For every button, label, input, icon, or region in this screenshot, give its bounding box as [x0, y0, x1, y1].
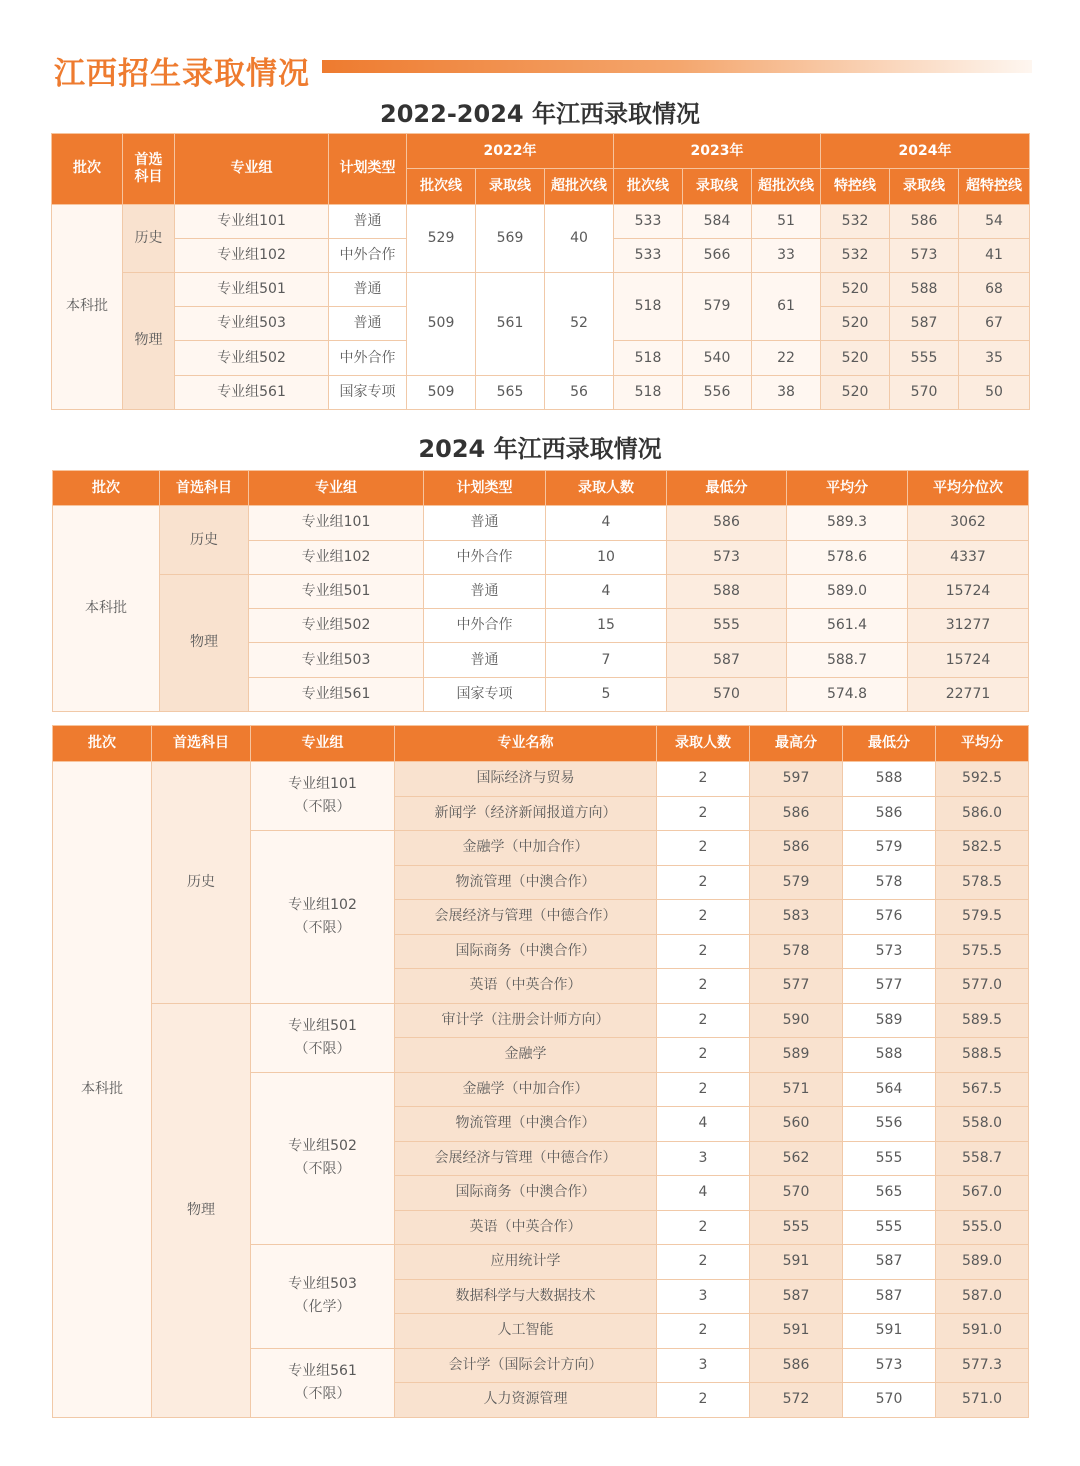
count-cell: 2: [657, 762, 750, 797]
group-name: 专业组101: [288, 776, 357, 792]
count-cell: 2: [657, 796, 750, 831]
group-cell: 专业组561: [249, 677, 424, 711]
admission-table-2022-2024: [51, 133, 1030, 410]
major-name-cell: 人力资源管理: [395, 1383, 657, 1418]
plan-type-cell: 普通: [424, 574, 546, 608]
value-cell: 518: [614, 272, 683, 340]
count-cell: 2: [657, 1383, 750, 1418]
value-cell: 54: [959, 204, 1030, 238]
group-cell: [251, 831, 395, 1004]
major-name-cell: 金融学: [395, 1038, 657, 1073]
major-name-cell: 人工智能: [395, 1314, 657, 1349]
group-cell: 专业组501: [249, 574, 424, 608]
max-score-cell: 572: [750, 1383, 843, 1418]
value-cell: 40: [545, 204, 614, 272]
plan-type-cell: 普通: [329, 307, 407, 341]
min-score-cell: 555: [843, 1141, 936, 1176]
min-score-cell: 579: [843, 831, 936, 866]
count-cell: 7: [546, 643, 667, 677]
count-cell: 2: [657, 1314, 750, 1349]
max-score-cell: 589: [750, 1038, 843, 1073]
batch-cell: 本科批: [53, 506, 160, 712]
avg-score-cell: 579.5: [936, 900, 1029, 935]
value-cell: 41: [959, 238, 1030, 272]
value-cell: 68: [959, 272, 1030, 306]
group-limit: （不限）: [294, 1385, 351, 1402]
major-name-cell: 新闻学（经济新闻报道方向）: [395, 796, 657, 831]
subject-cell: 历史: [123, 204, 175, 272]
count-cell: 2: [657, 831, 750, 866]
value-cell: 50: [959, 375, 1030, 409]
min-score-cell: 555: [843, 1210, 936, 1245]
min-score-cell: 588: [667, 574, 787, 608]
max-score-cell: 562: [750, 1141, 843, 1176]
subject-cell: 物理: [160, 574, 249, 711]
major-name-cell: 国际经济与贸易: [395, 762, 657, 797]
group-cell: 专业组101: [175, 204, 329, 238]
avg-score-cell: 582.5: [936, 831, 1029, 866]
max-score-cell: 587: [750, 1279, 843, 1314]
group-cell: 专业组503: [249, 643, 424, 677]
value-cell: 520: [821, 307, 890, 341]
max-score-cell: 560: [750, 1107, 843, 1142]
count-cell: 4: [546, 574, 667, 608]
header-batch-line: 批次线: [614, 169, 683, 204]
value-cell: 586: [890, 204, 959, 238]
min-score-cell: 588: [843, 1038, 936, 1073]
major-name-cell: 英语（中英合作）: [395, 1210, 657, 1245]
value-cell: 555: [890, 341, 959, 375]
max-score-cell: 586: [750, 831, 843, 866]
max-score-cell: 590: [750, 1003, 843, 1038]
value-cell: 588: [890, 272, 959, 306]
major-name-cell: 会计学（国际会计方向）: [395, 1348, 657, 1383]
min-score-cell: 578: [843, 865, 936, 900]
group-cell: 专业组502: [249, 609, 424, 643]
count-cell: 3: [657, 1279, 750, 1314]
max-score-cell: 578: [750, 934, 843, 969]
avg-score-cell: 575.5: [936, 934, 1029, 969]
major-name-cell: 物流管理（中澳合作）: [395, 865, 657, 900]
max-score-cell: 555: [750, 1210, 843, 1245]
group-cell: [251, 1003, 395, 1072]
group-limit: （不限）: [294, 799, 351, 815]
avg-rank-cell: 15724: [908, 643, 1029, 677]
header-over-special: 超特控线: [959, 169, 1030, 204]
value-cell: 533: [614, 238, 683, 272]
table-row: [53, 1003, 1029, 1038]
avg-score-cell: 589.0: [936, 1245, 1029, 1280]
value-cell: 529: [407, 204, 476, 272]
group-name: 专业组501: [288, 1017, 357, 1034]
value-cell: 61: [752, 272, 821, 340]
value-cell: 569: [476, 204, 545, 272]
group-cell: [251, 1245, 395, 1349]
group-cell: 专业组502: [175, 341, 329, 375]
value-cell: 565: [476, 375, 545, 409]
avg-score-cell: 587.0: [936, 1279, 1029, 1314]
avg-score-cell: 555.0: [936, 1210, 1029, 1245]
min-score-cell: 588: [843, 762, 936, 797]
value-cell: 520: [821, 375, 890, 409]
plan-type-cell: 国家专项: [424, 677, 546, 711]
header-group: 专业组: [175, 134, 329, 205]
header-plan-type: 计划类型: [329, 134, 407, 205]
count-cell: 2: [657, 865, 750, 900]
max-score-cell: 591: [750, 1245, 843, 1280]
value-cell: 520: [821, 341, 890, 375]
avg-score-cell: 567.0: [936, 1176, 1029, 1211]
value-cell: 518: [614, 375, 683, 409]
min-score-cell: 586: [843, 796, 936, 831]
table-row: [52, 272, 1030, 306]
plan-type-cell: 普通: [424, 643, 546, 677]
group-name: 专业组503: [288, 1276, 357, 1293]
header-over-batch: 超批次线: [545, 169, 614, 204]
header-group: 专业组: [251, 726, 395, 762]
header-subject: 首选科目: [152, 726, 251, 762]
avg-score-cell: 589.3: [787, 506, 908, 540]
min-score-cell: 573: [843, 1348, 936, 1383]
value-cell: 518: [614, 341, 683, 375]
header-batch: 批次: [52, 134, 123, 205]
min-score-cell: 556: [843, 1107, 936, 1142]
section1-title: 2022-2024 年江西录取情况: [380, 100, 700, 128]
value-cell: 33: [752, 238, 821, 272]
avg-score-cell: 558.0: [936, 1107, 1029, 1142]
count-cell: 2: [657, 934, 750, 969]
subject-cell: 历史: [152, 762, 251, 1004]
avg-score-cell: 588.7: [787, 643, 908, 677]
value-cell: 51: [752, 204, 821, 238]
header-over-batch: 超批次线: [752, 169, 821, 204]
value-cell: 532: [821, 238, 890, 272]
header-major-name: 专业名称: [395, 726, 657, 762]
header-plan-type: 计划类型: [424, 471, 546, 506]
value-cell: 573: [890, 238, 959, 272]
value-cell: 56: [545, 375, 614, 409]
batch-cell: 本科批: [52, 204, 123, 410]
batch-cell: 本科批: [53, 762, 152, 1418]
major-name-cell: 应用统计学: [395, 1245, 657, 1280]
plan-type-cell: 国家专项: [329, 375, 407, 409]
avg-score-cell: 591.0: [936, 1314, 1029, 1349]
group-cell: [251, 762, 395, 831]
max-score-cell: 586: [750, 1348, 843, 1383]
count-cell: 4: [657, 1176, 750, 1211]
subject-cell: 物理: [152, 1003, 251, 1417]
value-cell: 579: [683, 272, 752, 340]
group-name: 专业组102: [288, 896, 357, 913]
header-admit-line: 录取线: [683, 169, 752, 204]
group-name: 专业组561: [288, 1362, 357, 1379]
major-name-cell: 审计学（注册会计师方向）: [395, 1003, 657, 1038]
avg-rank-cell: 31277: [908, 609, 1029, 643]
count-cell: 2: [657, 1245, 750, 1280]
table-row: [53, 762, 1029, 797]
header-admitted-count: 录取人数: [546, 471, 667, 506]
count-cell: 15: [546, 609, 667, 643]
major-name-cell: 金融学（中加合作）: [395, 1072, 657, 1107]
avg-score-cell: 574.8: [787, 677, 908, 711]
min-score-cell: 570: [667, 677, 787, 711]
header-admit-line: 录取线: [476, 169, 545, 204]
max-score-cell: 586: [750, 796, 843, 831]
value-cell: 520: [821, 272, 890, 306]
value-cell: 587: [890, 307, 959, 341]
count-cell: 3: [657, 1141, 750, 1176]
max-score-cell: 577: [750, 969, 843, 1004]
min-score-cell: 587: [843, 1279, 936, 1314]
plan-type-cell: 普通: [424, 506, 546, 540]
avg-score-cell: 589.5: [936, 1003, 1029, 1038]
table-row: [52, 204, 1030, 238]
min-score-cell: 589: [843, 1003, 936, 1038]
group-cell: [251, 1072, 395, 1245]
max-score-cell: 579: [750, 865, 843, 900]
group-name: 专业组502: [288, 1138, 357, 1155]
header-min-score: 最低分: [843, 726, 936, 762]
header-batch-line: 批次线: [407, 169, 476, 204]
avg-score-cell: 578.6: [787, 540, 908, 574]
header-admitted-count: 录取人数: [657, 726, 750, 762]
avg-score-cell: 589.0: [787, 574, 908, 608]
count-cell: 2: [657, 1210, 750, 1245]
avg-score-cell: 578.5: [936, 865, 1029, 900]
value-cell: 584: [683, 204, 752, 238]
value-cell: 532: [821, 204, 890, 238]
value-cell: 570: [890, 375, 959, 409]
count-cell: 2: [657, 1038, 750, 1073]
header-min-score: 最低分: [667, 471, 787, 506]
avg-score-cell: 588.5: [936, 1038, 1029, 1073]
value-cell: 22: [752, 341, 821, 375]
min-score-cell: 564: [843, 1072, 936, 1107]
min-score-cell: 577: [843, 969, 936, 1004]
min-score-cell: 573: [667, 540, 787, 574]
header-special-line: 特控线: [821, 169, 890, 204]
avg-rank-cell: 4337: [908, 540, 1029, 574]
group-cell: [251, 1348, 395, 1417]
min-score-cell: 587: [843, 1245, 936, 1280]
max-score-cell: 591: [750, 1314, 843, 1349]
max-score-cell: 570: [750, 1176, 843, 1211]
header-subject: 首选 科目: [123, 134, 175, 205]
value-cell: 509: [407, 375, 476, 409]
major-name-cell: 国际商务（中澳合作）: [395, 1176, 657, 1211]
avg-score-cell: 592.5: [936, 762, 1029, 797]
avg-score-cell: 571.0: [936, 1383, 1029, 1418]
count-cell: 2: [657, 900, 750, 935]
max-score-cell: 597: [750, 762, 843, 797]
plan-type-cell: 普通: [329, 272, 407, 306]
value-cell: 509: [407, 272, 476, 375]
value-cell: 52: [545, 272, 614, 375]
table-row: [53, 506, 1029, 540]
group-cell: 专业组561: [175, 375, 329, 409]
avg-score-cell: 586.0: [936, 796, 1029, 831]
major-name-cell: 金融学（中加合作）: [395, 831, 657, 866]
value-cell: 67: [959, 307, 1030, 341]
group-limit: （不限）: [294, 1161, 351, 1178]
min-score-cell: 591: [843, 1314, 936, 1349]
value-cell: 556: [683, 375, 752, 409]
min-score-cell: 570: [843, 1383, 936, 1418]
section2-title: 2024 年江西录取情况: [418, 435, 662, 463]
plan-type-cell: 普通: [329, 204, 407, 238]
major-name-cell: 国际商务（中澳合作）: [395, 934, 657, 969]
min-score-cell: 565: [843, 1176, 936, 1211]
major-name-cell: 会展经济与管理（中德合作）: [395, 900, 657, 935]
header-avg-score: 平均分: [936, 726, 1029, 762]
table-row: [52, 375, 1030, 409]
header-avg-score: 平均分: [787, 471, 908, 506]
count-cell: 2: [657, 969, 750, 1004]
group-limit: （不限）: [294, 1040, 351, 1057]
avg-score-cell: 567.5: [936, 1072, 1029, 1107]
plan-type-cell: 中外合作: [329, 341, 407, 375]
major-name-cell: 英语（中英合作）: [395, 969, 657, 1004]
count-cell: 10: [546, 540, 667, 574]
value-cell: 38: [752, 375, 821, 409]
page-title: 江西招生录取情况: [54, 56, 310, 92]
admission-table-2024: [52, 470, 1029, 712]
group-cell: 专业组501: [175, 272, 329, 306]
min-score-cell: 555: [667, 609, 787, 643]
min-score-cell: 576: [843, 900, 936, 935]
value-cell: 540: [683, 341, 752, 375]
major-name-cell: 数据科学与大数据技术: [395, 1279, 657, 1314]
major-name-cell: 会展经济与管理（中德合作）: [395, 1141, 657, 1176]
plan-type-cell: 中外合作: [424, 609, 546, 643]
avg-score-cell: 561.4: [787, 609, 908, 643]
value-cell: 533: [614, 204, 683, 238]
header-avg-rank: 平均分位次: [908, 471, 1029, 506]
header-year-2022: 2022年: [407, 134, 614, 169]
group-cell: 专业组101: [249, 506, 424, 540]
plan-type-cell: 中外合作: [329, 238, 407, 272]
header-group: 专业组: [249, 471, 424, 506]
min-score-cell: 587: [667, 643, 787, 677]
group-limit: （不限）: [294, 919, 351, 936]
count-cell: 4: [546, 506, 667, 540]
min-score-cell: 573: [843, 934, 936, 969]
count-cell: 5: [546, 677, 667, 711]
avg-score-cell: 577.0: [936, 969, 1029, 1004]
count-cell: 3: [657, 1348, 750, 1383]
avg-rank-cell: 22771: [908, 677, 1029, 711]
title-decoration-bar: [322, 60, 1032, 73]
avg-rank-cell: 15724: [908, 574, 1029, 608]
subject-cell: 历史: [160, 506, 249, 575]
header-batch: 批次: [53, 726, 152, 762]
count-cell: 2: [657, 1072, 750, 1107]
header-batch: 批次: [53, 471, 160, 506]
table-row: [53, 574, 1029, 608]
count-cell: 4: [657, 1107, 750, 1142]
group-limit: （化学）: [294, 1299, 351, 1316]
header-subject: 首选科目: [160, 471, 249, 506]
avg-rank-cell: 3062: [908, 506, 1029, 540]
subject-cell: 物理: [123, 272, 175, 409]
value-cell: 35: [959, 341, 1030, 375]
value-cell: 566: [683, 238, 752, 272]
group-cell: 专业组503: [175, 307, 329, 341]
header-max-score: 最高分: [750, 726, 843, 762]
value-cell: 561: [476, 272, 545, 375]
header-year-2023: 2023年: [614, 134, 821, 169]
max-score-cell: 583: [750, 900, 843, 935]
group-cell: 专业组102: [249, 540, 424, 574]
major-name-cell: 物流管理（中澳合作）: [395, 1107, 657, 1142]
count-cell: 2: [657, 1003, 750, 1038]
group-cell: 专业组102: [175, 238, 329, 272]
major-admission-table: [52, 725, 1029, 1418]
max-score-cell: 571: [750, 1072, 843, 1107]
min-score-cell: 586: [667, 506, 787, 540]
plan-type-cell: 中外合作: [424, 540, 546, 574]
avg-score-cell: 577.3: [936, 1348, 1029, 1383]
header-year-2024: 2024年: [821, 134, 1030, 169]
avg-score-cell: 558.7: [936, 1141, 1029, 1176]
header-admit-line: 录取线: [890, 169, 959, 204]
